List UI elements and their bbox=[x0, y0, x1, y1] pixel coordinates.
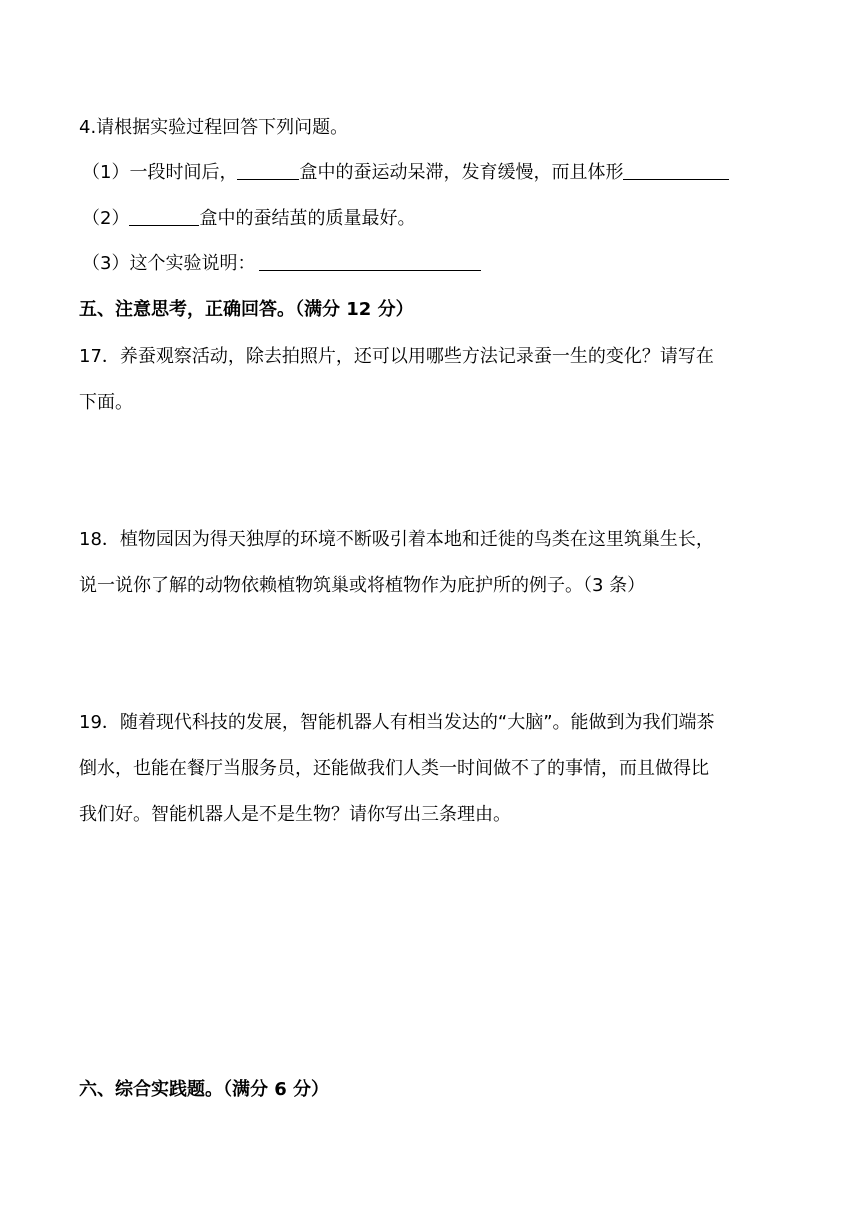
part-1-text: 盒中的蚕运动呆滞，发育缓慢，而且体形 bbox=[299, 162, 624, 183]
answer-blank-4[interactable] bbox=[259, 252, 481, 271]
part-1-prefix: （1）一段时间后， bbox=[82, 162, 238, 183]
question-4-part-2 bbox=[82, 207, 415, 231]
part-3-prefix: （3）这个实验说明： bbox=[82, 253, 256, 274]
answer-blank-1[interactable] bbox=[237, 161, 299, 180]
question-19-line-1: 19．随着现代科技的发展，智能机器人有相当发达的“大脑”。能做到为我们端茶 bbox=[79, 712, 715, 733]
question-18-line-1: 18．植物园因为得天独厚的环境不断吸引着本地和迁徙的鸟类在这里筑巢生长， bbox=[79, 529, 714, 550]
question-18-line-2: 说一说你了解的动物依赖植物筑巢或将植物作为庇护所的例子。（3 条） bbox=[79, 575, 646, 596]
section-5-heading: 五、注意思考，正确回答。（满分 12 分） bbox=[79, 299, 414, 320]
answer-blank-2[interactable] bbox=[623, 161, 729, 180]
question-4-part-1 bbox=[82, 161, 729, 185]
question-4-part-3 bbox=[82, 252, 481, 276]
part-2-text: 盒中的蚕结茧的质量最好。 bbox=[199, 208, 416, 229]
part-2-prefix: （2） bbox=[82, 208, 130, 229]
question-19-line-2: 倒水，也能在餐厅当服务员，还能做我们人类一时间做不了的事情，而且做得比 bbox=[79, 758, 709, 779]
question-4-title: 4.请根据实验过程回答下列问题。 bbox=[79, 117, 349, 138]
question-19-line-3: 我们好。智能机器人是不是生物？请你写出三条理由。 bbox=[79, 804, 511, 825]
question-17-line-2: 下面。 bbox=[79, 392, 133, 413]
question-17-line-1: 17．养蚕观察活动，除去拍照片，还可以用哪些方法记录蚕一生的变化？请写在 bbox=[79, 346, 714, 367]
answer-blank-3[interactable] bbox=[129, 207, 199, 226]
section-6-heading: 六、综合实践题。（满分 6 分） bbox=[79, 1079, 330, 1100]
